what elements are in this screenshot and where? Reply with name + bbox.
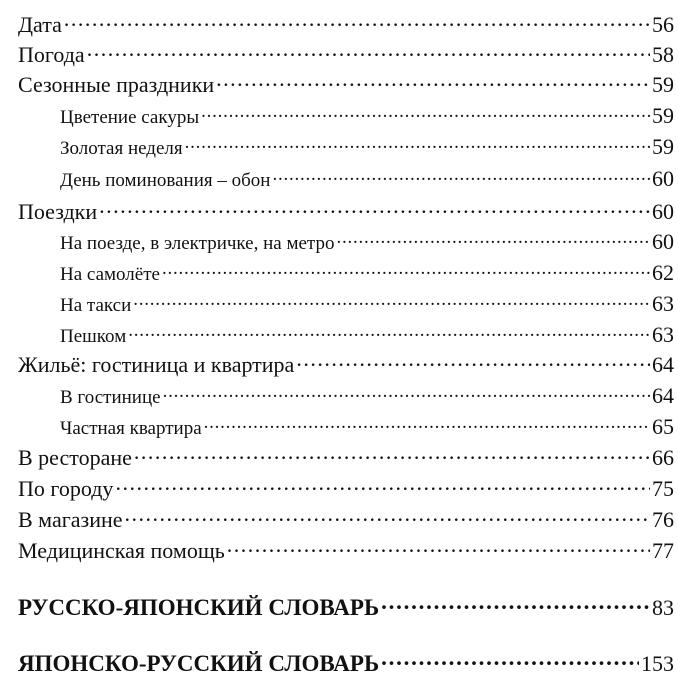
toc-entry-page: 83: [652, 595, 674, 620]
toc-entry-city: [0, 474, 678, 502]
toc-entry-title: Цветение сакуры: [60, 107, 200, 128]
dot-leader: [381, 648, 639, 671]
toc-entry-trips: [0, 197, 678, 225]
toc-entry-page: 58: [652, 42, 674, 67]
toc-entry-page: 60: [652, 199, 674, 224]
toc-entry-page: 59: [652, 72, 674, 97]
toc-entry-title: На поезде, в электричке, на метро: [60, 233, 335, 254]
dot-leader: [204, 415, 650, 434]
toc-entry-date: [0, 10, 678, 38]
toc-entry-title: На самолёте: [60, 264, 160, 285]
dot-leader: [227, 536, 650, 558]
toc-entry-page: 63: [652, 322, 674, 347]
toc-entry-title: На такси: [60, 295, 132, 316]
toc-entry-page: 56: [652, 12, 674, 37]
toc-entry-page: 65: [652, 414, 674, 439]
toc-entry-page: 77: [652, 538, 674, 563]
toc-entry-title: Жильё: гостиница и квартира: [18, 352, 295, 377]
dot-leader: [162, 261, 650, 280]
toc-entry-title: В магазине: [18, 507, 123, 532]
toc-entry-title: РУССКО-ЯПОНСКИЙ СЛОВАРЬ: [18, 595, 380, 620]
dot-leader: [381, 592, 650, 615]
toc-entry-title: Золотая неделя: [60, 138, 183, 159]
toc-entry-title: Сезонные праздники: [18, 72, 215, 97]
toc-entry-medical: [0, 536, 678, 564]
dot-leader: [216, 70, 650, 92]
toc-entry-shop: [0, 505, 678, 533]
toc-entry-title: По городу: [18, 476, 114, 501]
dot-leader: [125, 505, 651, 527]
dot-leader: [87, 40, 650, 62]
dot-leader: [201, 104, 650, 123]
toc-entry-page: 76: [652, 507, 674, 532]
toc-entry-page: 59: [652, 134, 674, 159]
dot-leader: [99, 197, 650, 219]
toc-entry-seasonal-holidays: [0, 70, 678, 98]
toc-entry-title: Частная квартира: [60, 418, 202, 439]
toc-subentry-walk: [0, 322, 678, 348]
toc-entry-page: 63: [652, 291, 674, 316]
dot-leader: [128, 323, 650, 342]
toc-entry-title: В ресторане: [18, 445, 132, 470]
toc-subentry-plane: [0, 260, 678, 286]
toc-entry-page: 62: [652, 260, 674, 285]
dot-leader: [336, 230, 650, 249]
toc-subentry-private-apartment: [0, 414, 678, 440]
toc-entry-title: Дата: [18, 12, 62, 37]
dot-leader: [185, 135, 650, 154]
toc-entry-page: 60: [652, 229, 674, 254]
dot-leader: [64, 10, 650, 32]
toc-subentry-taxi: [0, 291, 678, 317]
toc-entry-title: Погода: [18, 42, 85, 67]
toc-entry-page: 75: [652, 476, 674, 501]
toc-entry-page: 153: [641, 651, 674, 676]
dot-leader: [133, 292, 650, 311]
toc-subentry-obon: [0, 166, 678, 192]
toc-subentry-golden-week: [0, 134, 678, 160]
toc-entry-housing: [0, 350, 678, 378]
toc-section-russian-japanese-dictionary: [0, 592, 678, 621]
toc-entry-page: 60: [652, 166, 674, 191]
toc-entry-restaurant: [0, 443, 678, 471]
toc-section-japanese-russian-dictionary: [0, 648, 678, 677]
dot-leader: [134, 443, 650, 465]
dot-leader: [115, 474, 650, 496]
toc-entry-title: В гостинице: [60, 387, 161, 408]
toc-entry-page: 64: [652, 383, 674, 408]
toc-entry-page: 59: [652, 103, 674, 128]
toc-entry-weather: [0, 40, 678, 68]
toc-entry-page: 64: [652, 352, 674, 377]
toc-entry-title: ЯПОНСКО-РУССКИЙ СЛОВАРЬ: [18, 651, 380, 676]
toc-subentry-sakura: [0, 103, 678, 129]
toc-entry-title: Пешком: [60, 326, 127, 347]
toc-entry-page: 66: [652, 445, 674, 470]
dot-leader: [272, 167, 650, 186]
toc-entry-title: Поездки: [18, 199, 98, 224]
dot-leader: [163, 384, 650, 403]
toc-entry-title: Медицинская помощь: [18, 538, 225, 563]
toc-entry-title: День поминования – обон: [60, 170, 271, 191]
toc-subentry-train: [0, 229, 678, 255]
toc-subentry-hotel: [0, 383, 678, 409]
dot-leader: [296, 350, 650, 372]
